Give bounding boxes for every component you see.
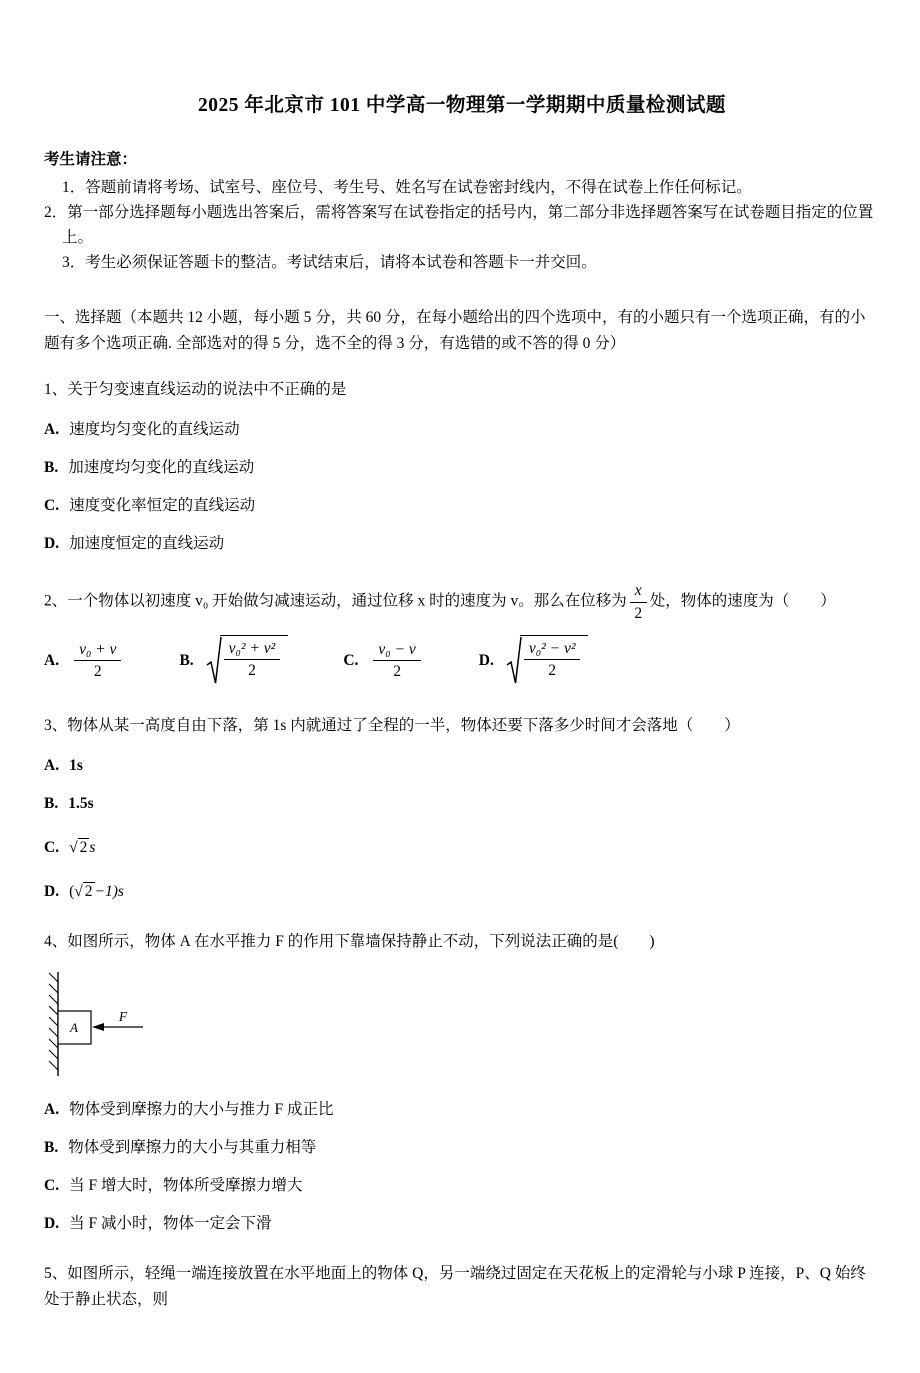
fraction-numerator: x <box>630 581 647 602</box>
option-label: D. <box>44 1214 60 1232</box>
question-3-option-b <box>44 793 880 815</box>
question-4-stem: 4、如图所示，物体 A 在水平推力 F 的作用下靠墙保持静止不动，下列说法正确的是( ) <box>44 932 655 950</box>
question-2-option-b <box>179 635 288 687</box>
option-label: A. <box>44 651 60 669</box>
question-5-stem: 5、如图所示，轻绳一端连接放置在水平地面上的物体 Q，另一端绕过固定在天花板上的定滑轮与小球 P 连接，P、Q 始终处于静止状态，则 <box>44 1264 866 1308</box>
option-text: 1.5s <box>68 794 94 812</box>
option-label: B. <box>179 651 194 669</box>
square-root <box>69 839 89 856</box>
option-label: C. <box>44 1176 60 1194</box>
question-3-option-c <box>44 837 880 859</box>
force-arrow-head <box>92 1023 104 1031</box>
question-4-option-a <box>44 1099 880 1121</box>
question-2-option-a <box>44 640 124 682</box>
question-4-option-d <box>44 1213 880 1235</box>
option-label: A. <box>44 756 60 774</box>
question-2 <box>44 581 880 687</box>
option-label: B. <box>44 459 59 477</box>
fraction <box>74 640 121 682</box>
fraction-denominator: 2 <box>248 662 256 680</box>
question-3 <box>44 713 880 903</box>
math-suffix: s <box>89 838 96 856</box>
option-text: 当 F 减小时，物体一定会下滑 <box>69 1214 272 1232</box>
fraction-numerator: v₀² + v² <box>224 639 281 660</box>
inline-fraction <box>630 581 647 623</box>
question-4-option-b <box>44 1137 880 1159</box>
notice-item-3: 3．考生必须保证答题卡的整洁。考试结束后，请将本试卷和答题卡一并交回。 <box>62 254 597 272</box>
question-1-option-b <box>44 457 880 479</box>
sqrt-argument: 2 <box>79 838 88 856</box>
option-text: 物体受到摩擦力的大小与其重力相等 <box>68 1138 317 1156</box>
math-suffix: −1)s <box>94 882 124 900</box>
square-root <box>206 635 289 687</box>
fraction-denominator: 2 <box>393 663 401 681</box>
fraction-numerator: v₀ − v <box>373 640 420 661</box>
option-label: A. <box>44 1100 60 1118</box>
question-5 <box>44 1261 880 1313</box>
sqrt-body <box>220 635 289 681</box>
math-expression <box>69 883 124 900</box>
wall-block-force-diagram <box>46 969 198 1083</box>
math-prefix: ( <box>69 882 75 900</box>
option-label: D. <box>44 882 60 900</box>
sqrt-radical-symbol: √ <box>69 838 78 856</box>
option-text: 当 F 增大时，物体所受摩擦力增大 <box>69 1176 303 1194</box>
question-2-option-d <box>479 635 589 687</box>
option-label: D. <box>44 535 60 553</box>
wall-hatching <box>49 973 58 1070</box>
option-text: 速度均匀变化的直线运动 <box>69 421 240 439</box>
page-title: 2025 年北京市 101 中学高一物理第一学期期中质量检测试题 <box>198 95 726 116</box>
square-root <box>506 635 589 687</box>
option-label: C. <box>44 838 60 856</box>
option-label: D. <box>478 651 494 669</box>
question-1-option-a <box>44 419 880 441</box>
fraction <box>224 639 281 681</box>
sqrt-body <box>520 635 589 681</box>
force-label: F <box>118 1008 128 1024</box>
square-root <box>74 883 94 900</box>
math-expression <box>69 839 95 856</box>
fraction-denominator: 2 <box>93 663 102 681</box>
option-label: C. <box>343 651 359 669</box>
question-1-stem: 1、关于匀变速直线运动的说法中不正确的是 <box>44 381 347 399</box>
question-3-stem: 3、物体从某一高度自由下落，第 1s 内就通过了全程的一半，物体还要下落多少时间才会落地（ ） <box>44 716 740 734</box>
option-label: C. <box>44 497 60 515</box>
option-text: 加速度恒定的直线运动 <box>69 535 225 553</box>
option-label: B. <box>44 1138 59 1156</box>
fraction-denominator: 2 <box>548 662 557 680</box>
question-2-stem <box>44 581 880 623</box>
section1-header: 一、选择题（本题共 12 小题，每小题 5 分，共 60 分，在每小题给出的四个选项中，有的小题只有一个选项正确，有的小题有多个选项正确. 全部选对的得 5 分，选不全的得 3 分，有选错的或不答的得 0 分） <box>44 309 866 353</box>
notice-item-1: 1．答题前请将考场、试室号、座位号、考生号、姓名写在试卷密封线内，不得在试卷上作任何标记。 <box>62 179 752 197</box>
option-text: 物体受到摩擦力的大小与推力 F 成正比 <box>69 1100 334 1118</box>
stem-text-before: 2、一个物体以初速度 v₀ 开始做匀减速运动，通过位移 x 时的速度为 v。那么在位移为 <box>44 592 627 610</box>
stem-text-after: 处，物体的速度为（ ） <box>649 592 836 610</box>
fraction-denominator: 2 <box>634 604 643 622</box>
notice-item-2: 2．第一部分选择题每小题选出答案后，需将答案写在试卷指定的括号内，第二部分非选择题答案写在试卷题目指定的位置上。 <box>44 204 874 247</box>
notice-header: 考生请注意： <box>44 151 138 169</box>
sqrt-radical-symbol: √ <box>74 882 83 900</box>
fraction <box>373 640 420 682</box>
question-2-options-row <box>44 635 880 687</box>
fraction-numerator: v₀² − v² <box>524 639 581 660</box>
question-4-figure <box>46 969 880 1083</box>
question-1 <box>44 377 880 555</box>
question-3-option-d <box>44 881 880 903</box>
question-4 <box>44 929 880 1235</box>
question-3-option-a <box>44 755 880 777</box>
notice-section <box>44 147 880 275</box>
question-4-option-c <box>44 1175 880 1197</box>
sqrt-argument: 2 <box>84 882 93 900</box>
question-1-option-c <box>44 495 880 517</box>
option-text: 加速度均匀变化的直线运动 <box>68 459 255 477</box>
fraction <box>524 639 581 681</box>
question-1-option-d <box>44 533 880 555</box>
option-text: 速度变化率恒定的直线运动 <box>69 497 256 515</box>
option-label: A. <box>44 421 60 439</box>
option-text: 1s <box>69 756 83 774</box>
block-label: A <box>70 1019 78 1035</box>
question-2-option-c <box>343 640 423 682</box>
fraction-numerator: v₀ + v <box>74 640 121 661</box>
option-label: B. <box>44 794 59 812</box>
